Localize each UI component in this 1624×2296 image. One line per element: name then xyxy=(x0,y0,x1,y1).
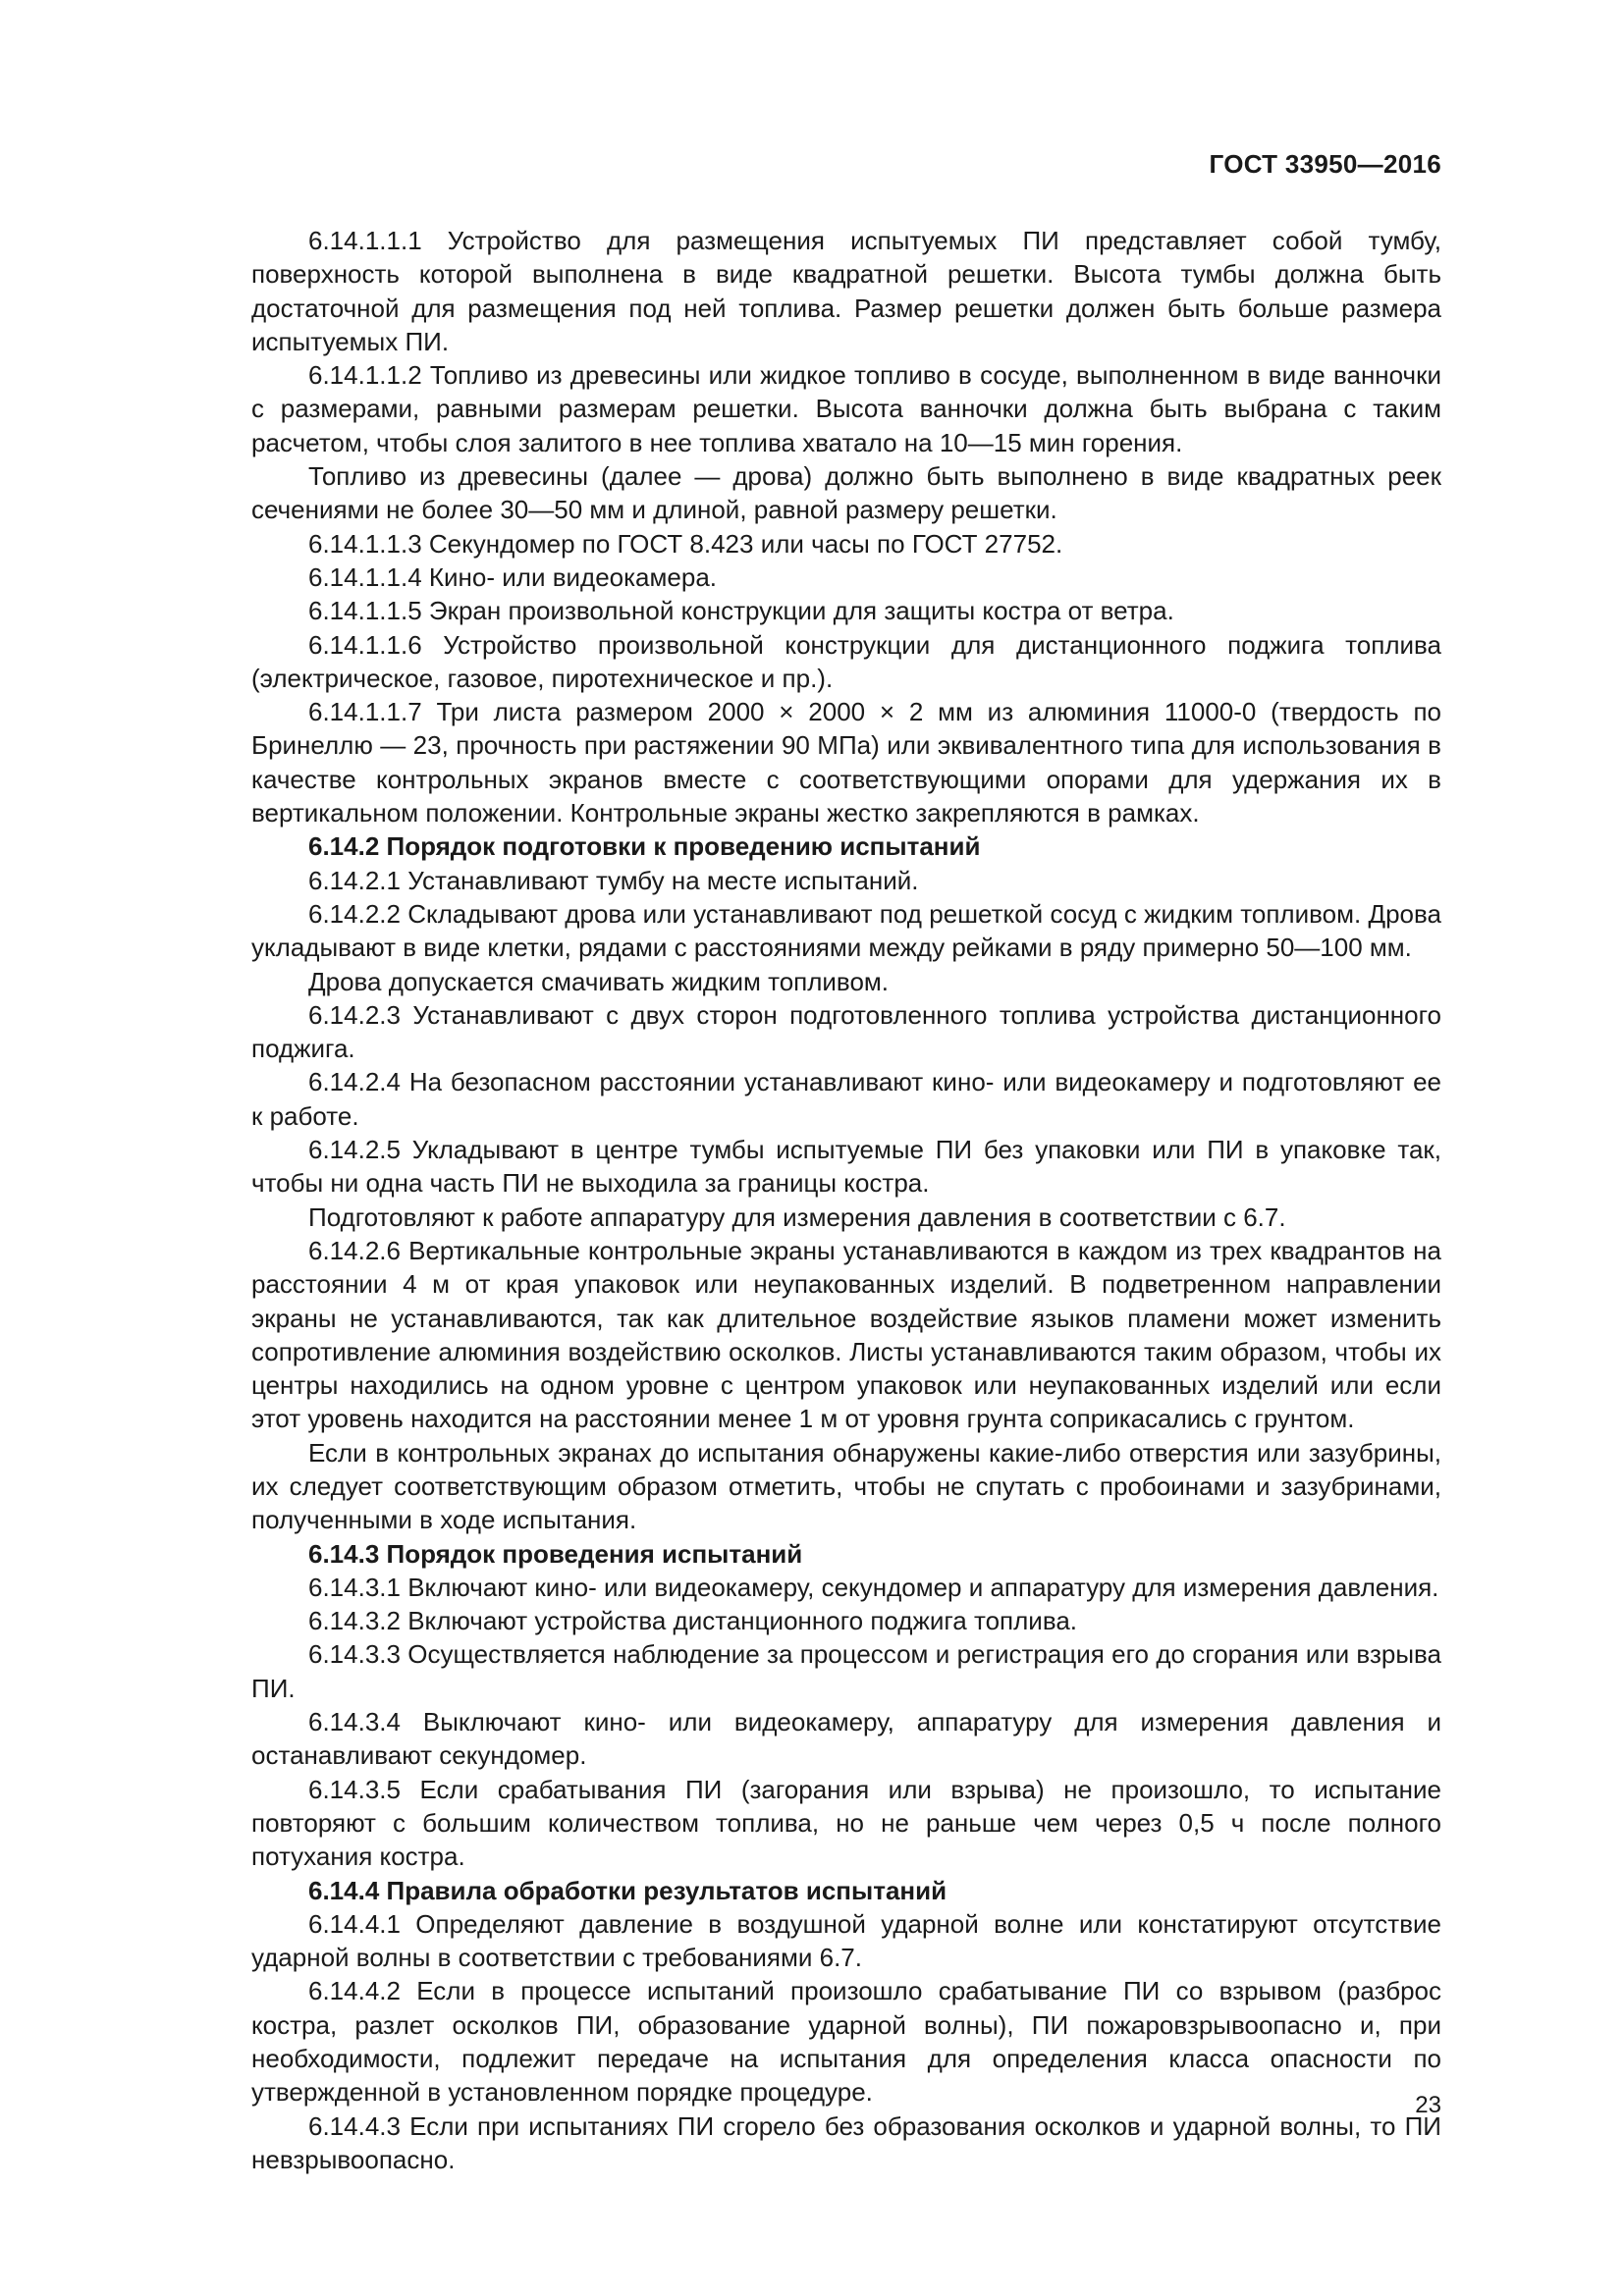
paragraph-6-14-1-1-4: 6.14.1.1.4 Кино- или видеокамера. xyxy=(308,561,717,592)
paragraph-6-14-1-1-3: 6.14.1.1.3 Секундомер по ГОСТ 8.423 или часы по ГОСТ 27752. xyxy=(308,528,1063,559)
paragraph-6-14-1-1-1: 6.14.1.1.1 Устройство для размещения испытуемых ПИ представляет собой тумбу, поверхность которой выполнена в виде квадратной решетки. Высота тумбы должна быть достаточной для размещения под ней топлива. Размер решетки должен быть больше размера испытуемых ПИ. xyxy=(251,226,1441,356)
section-heading-6-14-3: 6.14.3 Порядок проведения испытаний xyxy=(308,1538,803,1569)
paragraph-6-14-3-3: 6.14.3.3 Осуществляется наблюдение за процессом и регистрация его до сгорания или взрыва ПИ. xyxy=(251,1639,1441,1703)
paragraph-firewood-wetting: Дрова допускается смачивать жидким топливом. xyxy=(308,966,890,996)
paragraph-6-14-3-2: 6.14.3.2 Включают устройства дистанционного поджига топлива. xyxy=(308,1606,1078,1636)
section-heading-6-14-2: 6.14.2 Порядок подготовки к проведению испытаний xyxy=(308,831,981,862)
paragraph-6-14-2-6: 6.14.2.6 Вертикальные контрольные экраны устанавливаются в каждом из трех квадрантов на расстоянии 4 м от края упаковок или неупакованных изделий. В подветренном направлении экраны не устанавливаются, так как длительное воздействие языков пламени может изменить сопротивление алюминия воздействию осколков. Листы устанавливаются таким образом, чтобы их центры находились на одном уровне с центром упаковок или неупакованных изделий или если этот уровень находится на расстоянии менее 1 м от уровня грунта соприкасались с грунтом. xyxy=(251,1235,1441,1434)
paragraph-6-14-2-3: 6.14.2.3 Устанавливают с двух сторон подготовленного топлива устройства дистанционного поджига. xyxy=(251,999,1441,1064)
paragraph-6-14-2-5: 6.14.2.5 Укладывают в центре тумбы испытуемые ПИ без упаковки или ПИ в упаковке так, чтобы ни одна часть ПИ не выходила за границы костра. xyxy=(251,1135,1441,1199)
paragraph-6-14-4-3: 6.14.4.3 Если при испытаниях ПИ сгорело без образования осколков и ударной волны, то ПИ невзрывоопасно. xyxy=(251,2110,1441,2174)
paragraph-6-14-2-4: 6.14.2.4 На безопасном расстоянии устанавливают кино- или видеокамеру и подготовляют ее к работе. xyxy=(251,1067,1441,1131)
paragraph-6-14-4-2: 6.14.4.2 Если в процессе испытаний произошло срабатывание ПИ со взрывом (разброс костра, разлет осколков ПИ, образование ударной волны), ПИ пожаровзрывоопасно и, при необходимости, подлежит передаче на испытания для определения класса опасности по утвержденной в установленном порядке процедуре. xyxy=(251,1976,1441,2108)
page-number: 23 xyxy=(1415,2092,1441,2118)
paragraph-6-14-3-4: 6.14.3.4 Выключают кино- или видеокамеру, аппаратуру для измерения давления и останавливают секундомер. xyxy=(251,1707,1441,1771)
paragraph-6-14-3-1: 6.14.3.1 Включают кино- или видеокамеру, секундомер и аппаратуру для измерения давления. xyxy=(308,1572,1439,1602)
paragraph-6-14-4-1: 6.14.4.1 Определяют давление в воздушной ударной волне или констатируют отсутствие ударной волны в соответствии с требованиями 6.7. xyxy=(251,1908,1441,1973)
paragraph-6-14-3-5: 6.14.3.5 Если срабатывания ПИ (загорания или взрыва) не произошло, то испытание повторяют с большим количеством топлива, но не раньше чем через 0,5 ч после полного потухания костра. xyxy=(251,1774,1441,1872)
paragraph-6-14-2-2: 6.14.2.2 Складывают дрова или устанавливают под решеткой сосуд с жидким топливом. Дрова укладывают в виде клетки, рядами с расстояниями между рейками в ряду примерно 50—100 мм. xyxy=(251,898,1441,963)
paragraph-6-14-1-1-6: 6.14.1.1.6 Устройство произвольной конструкции для дистанционного поджига топлива (электрическое, газовое, пиротехническое и пр.). xyxy=(251,629,1441,693)
paragraph-6-14-1-1-5: 6.14.1.1.5 Экран произвольной конструкции для защиты костра от ветра. xyxy=(308,596,1174,626)
paragraph-firewood-spec: Топливо из древесины (далее — дрова) должно быть выполнено в виде квадратных реек сечениями не более 30—50 мм и длиной, равной размеру решетки. xyxy=(251,461,1441,525)
paragraph-6-14-2-1: 6.14.2.1 Устанавливают тумбу на месте испытаний. xyxy=(308,865,919,895)
document-id-header: ГОСТ 33950—2016 xyxy=(1209,149,1441,179)
paragraph-6-14-1-1-7: 6.14.1.1.7 Три листа размером 2000 × 2000 × 2 мм из алюминия 11000-0 (твердость по Бринеллю — 23, прочность при растяжении 90 МПа) или эквивалентного типа для использования в качестве контрольных экранов вместе с соответствующими опорами для удержания их в вертикальном положении. Контрольные экраны жестко закрепляются в рамках. xyxy=(251,697,1441,828)
section-heading-6-14-4: 6.14.4 Правила обработки результатов испытаний xyxy=(308,1875,947,1905)
paragraph-screen-defects: Если в контрольных экранах до испытания обнаружены какие-либо отверстия или зазубрины, их следует соответствующим образом отметить, чтобы не спутать с пробоинами и зазубринами, полученными в ходе испытания. xyxy=(251,1437,1441,1535)
document-body xyxy=(251,224,1441,2176)
paragraph-pressure-equipment: Подготовляют к работе аппаратуру для измерения давления в соответствии с 6.7. xyxy=(308,1201,1286,1232)
paragraph-6-14-1-1-2: 6.14.1.1.2 Топливо из древесины или жидкое топливо в сосуде, выполненном в виде ванночки с размерами, равными размерам решетки. Высота ванночки должна быть выбрана с таким расчетом, чтобы слоя залитого в нее топлива хватало на 10—15 мин горения. xyxy=(251,360,1441,457)
